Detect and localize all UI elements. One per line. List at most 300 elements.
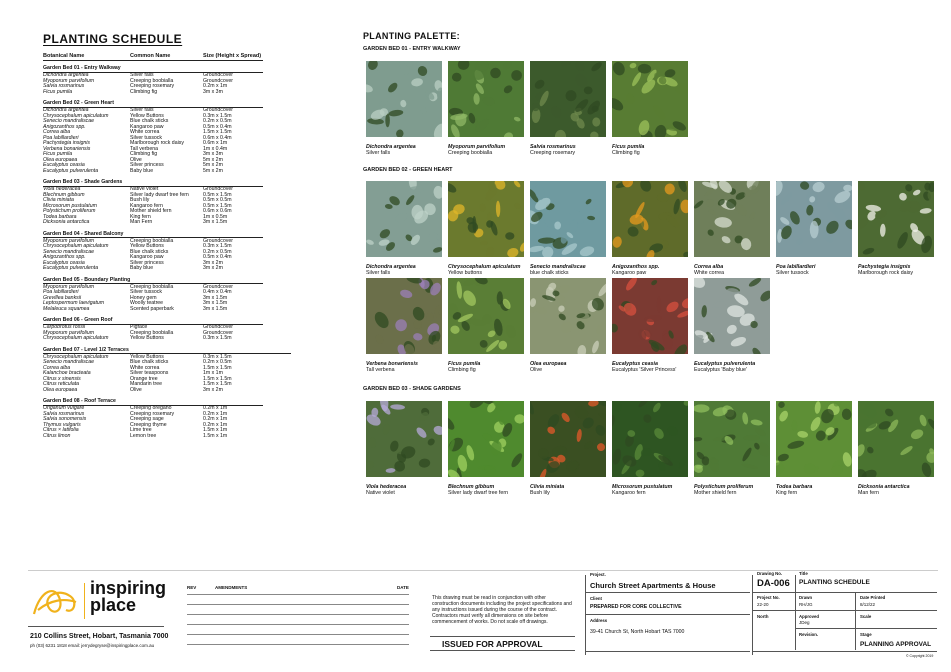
plant-photo: [366, 181, 442, 257]
botanical-name: Anigozanthos spp.: [43, 254, 86, 260]
common-name: White correa: [130, 129, 160, 135]
plant-size: 0.5m x 1.5m: [203, 202, 232, 209]
plant-size: 0.6m x 0.6m: [203, 208, 232, 214]
botanical-name: Citrus limon: [43, 432, 71, 439]
common-name: Blue chalk sticks: [130, 359, 169, 365]
palette-bed-title: GARDEN BED 02 - GREEN HEART: [363, 167, 453, 173]
address-label: Address: [590, 618, 608, 623]
common-name: Creeping boobialla: [130, 283, 174, 290]
logo-wordmark: [90, 580, 166, 614]
botanical-name: Poa labillardieri: [43, 289, 79, 295]
plant-photo: [448, 401, 524, 477]
common-name: Lemon tree: [130, 432, 157, 439]
date-printed-label: Date Printed: [860, 595, 886, 600]
plant-common-name: Kangaroo paw: [612, 270, 647, 276]
client-name: PREPARED FOR CORE COLLECTIVE: [590, 604, 682, 610]
plant-common-name: Man fern: [858, 490, 879, 496]
drawn-by: RH/JG: [799, 602, 813, 607]
common-name: Creeping rosemary: [130, 410, 175, 417]
plant-photo: [694, 401, 770, 477]
plant-common-name: Silver falls: [366, 270, 391, 276]
plant-size: 0.6m x 1m: [203, 140, 228, 146]
common-name: Silver teaspoons: [130, 370, 169, 376]
schedule-group: [43, 180, 293, 226]
botanical-name: Correa alba: [43, 364, 71, 371]
plant-size: 0.3m x 1.5m: [203, 353, 232, 360]
plant-common-name: Marlborough rock daisy: [858, 270, 914, 276]
botanical-name: Citrus reticulata: [43, 381, 80, 387]
plant-botanical-name: Verbena bonariensis: [366, 361, 418, 367]
schedule-group: [43, 101, 293, 174]
site-address: 39-41 Church St, North Hobart TAS 7000: [590, 629, 685, 635]
plant-common-name: Olive: [530, 367, 543, 373]
botanical-name: Salvia sonomensis: [43, 416, 87, 422]
common-name: Silver falls: [130, 72, 154, 78]
plant-botanical-name: Ficus pumila: [612, 144, 645, 150]
botanical-name: Eucalyptus pulverulenta: [43, 265, 99, 271]
schedule-group: [43, 66, 293, 95]
botanical-name: Polystichum proliferum: [43, 208, 96, 214]
botanical-name: Salvia rosmarinus: [43, 410, 85, 417]
date-label: DATE: [397, 585, 409, 590]
plant-photo: [366, 278, 442, 354]
plant-botanical-name: Todea barbara: [776, 484, 813, 490]
plant-tile: [448, 181, 524, 276]
north-label: North: [757, 614, 769, 619]
plant-size: 3m x 2m: [203, 265, 223, 271]
plant-photo: [612, 278, 688, 354]
schedule-group-title: Garden Bed 07 - Level 1/2 Terraces: [43, 348, 291, 355]
common-name: Blue chalk sticks: [130, 248, 169, 255]
plant-size: 3m x 2m: [203, 259, 223, 266]
botanical-name: Pachystegia insignis: [43, 140, 91, 146]
plant-photo: [530, 401, 606, 477]
plant-size: Groundcover: [203, 324, 233, 330]
schedule-body: [43, 66, 293, 445]
common-name: Marlborough rock daisy: [130, 140, 184, 146]
schedule-group-title: Garden Bed 03 - Shade Gardens: [43, 180, 263, 187]
botanical-name: Salvia rosmarinus: [43, 83, 85, 89]
common-name: Native violet: [130, 186, 159, 192]
plant-size: Groundcover: [203, 72, 233, 78]
botanical-name: Leptospermum laevigatum: [43, 300, 105, 306]
plant-tile: [858, 401, 934, 496]
schedule-group: [43, 318, 293, 342]
schedule-group-title: Garden Bed 05 - Boundary Planting: [43, 278, 263, 285]
plant-size: 3m x 3m: [203, 88, 223, 95]
botanical-name: Correa alba: [43, 129, 71, 135]
project-no-label: Project No.: [757, 595, 780, 600]
common-name: Creeping oregano: [130, 405, 172, 411]
plant-size: 0.5m x 1.5m: [203, 191, 232, 198]
botanical-name: Ficus pumila: [43, 88, 73, 95]
plant-botanical-name: Senecio mandraliscae: [530, 264, 586, 270]
schedule-row: [43, 266, 293, 272]
plant-size: 1.5m x 1.5m: [203, 364, 232, 371]
common-name: Creeping boobialla: [130, 77, 174, 84]
schedule-group: [43, 232, 293, 272]
schedule-row: [43, 434, 293, 440]
plant-photo: [776, 181, 852, 257]
common-name: Mother shield fern: [130, 208, 172, 214]
common-name: Silver princess: [130, 259, 164, 266]
plant-tile: [366, 278, 442, 373]
plant-tile: [612, 181, 688, 276]
plant-common-name: blue chalk sticks: [530, 270, 569, 276]
plant-photo: [448, 278, 524, 354]
common-name: Yellow Buttons: [130, 112, 164, 119]
plant-botanical-name: Polystichum proliferum: [694, 484, 754, 490]
plant-photo: [694, 181, 770, 257]
plant-tile: [366, 61, 442, 156]
botanical-name: Senecio mandraliscae: [43, 359, 95, 365]
plant-size: 0.5m x 0.4m: [203, 123, 232, 130]
plant-common-name: Creeping rosemary: [530, 150, 576, 156]
plant-common-name: White correa: [694, 270, 725, 276]
plant-common-name: Climbing fig: [612, 150, 640, 156]
title-label: Title: [799, 571, 808, 576]
plant-size: 5m x 2m: [203, 156, 223, 163]
common-name: Bush lily: [130, 197, 150, 203]
common-name: Creeping sage: [130, 416, 164, 422]
plant-photo: [612, 181, 688, 257]
botanical-name: Anigozanthos spp.: [43, 123, 86, 130]
common-name: Silver falls: [130, 107, 154, 113]
common-name: Olive: [130, 156, 142, 163]
plant-size: 0.2m x 0.5m: [203, 248, 232, 255]
plant-botanical-name: Clivia miniata: [530, 484, 565, 490]
common-name: Silver princess: [130, 162, 164, 168]
plant-photo: [612, 401, 688, 477]
botanical-name: Verbena bonariensis: [43, 145, 91, 152]
botanical-name: Senecio mandraliscae: [43, 118, 95, 124]
plant-common-name: Native violet: [366, 490, 395, 496]
plant-common-name: Climbing fig: [448, 367, 476, 373]
schedule-header: [43, 53, 263, 61]
plant-photo: [694, 278, 770, 354]
plant-photo: [612, 61, 688, 137]
plant-tile: [530, 61, 606, 156]
botanical-name: Senecio mandraliscae: [43, 248, 95, 255]
botanical-name: Myoporum parvifolium: [43, 329, 95, 336]
plant-tile: [612, 61, 688, 156]
col-size: Size (Height x Spread): [203, 53, 262, 59]
botanical-name: Myoporum parvifolium: [43, 283, 95, 290]
plant-size: 1.5m x 1.5m: [203, 129, 232, 135]
issued-status: ISSUED FOR APPROVAL: [442, 639, 543, 649]
common-name: Creeping boobialla: [130, 329, 174, 336]
plant-common-name: Silver lady dwarf tree fern: [448, 490, 509, 496]
botanical-name: Dichondra argentea: [43, 72, 89, 78]
schedule-row: [43, 307, 293, 313]
botanical-name: Melaleuca squamea: [43, 305, 90, 312]
botanical-name: Microsorum pustulatum: [43, 202, 97, 209]
botanical-name: Poa labillardieri: [43, 134, 79, 141]
common-name: Woolly teatree: [130, 300, 164, 306]
plant-size: 0.6m x 0.4m: [203, 134, 232, 141]
revision-label: Revision.: [799, 632, 819, 637]
plant-common-name: Yellow buttons: [448, 270, 482, 276]
schedule-group-title: Garden Bed 01 - Entry Walkway: [43, 66, 263, 73]
logo-mark-icon: [30, 580, 82, 620]
plant-size: Groundcover: [203, 283, 233, 290]
common-name: Kangaroo paw: [130, 123, 164, 130]
plant-botanical-name: Viola hederacea: [366, 484, 407, 490]
plant-common-name: Silver falls: [366, 150, 391, 156]
common-name: Baby blue: [130, 265, 154, 271]
drawing-title: PLANTING SCHEDULE: [799, 579, 870, 586]
project-name: Church Street Apartments & House: [590, 581, 716, 590]
approved-label: Approved: [799, 614, 820, 619]
schedule-group-title: Garden Bed 04 - Shared Balcony: [43, 232, 263, 239]
project-number: 22-20: [757, 602, 769, 607]
plant-common-name: Bush lily: [530, 490, 550, 496]
plant-photo: [530, 181, 606, 257]
schedule-title: PLANTING SCHEDULE: [43, 32, 183, 46]
plant-photo: [448, 61, 524, 137]
approved-by: JDeg: [799, 620, 810, 625]
botanical-name: Olea europaea: [43, 156, 78, 163]
botanical-name: Chrysocephalum apiculatum: [43, 243, 109, 249]
plant-common-name: Kangaroo fern: [612, 490, 646, 496]
common-name: Man Fern: [130, 219, 153, 225]
schedule-group: [43, 399, 293, 439]
common-name: Pigface: [130, 324, 148, 330]
plant-size: 0.2m x 1m: [203, 405, 228, 411]
schedule-group: [43, 278, 293, 313]
plant-tile: [530, 401, 606, 496]
drawing-number: DA-006: [757, 578, 790, 589]
plant-common-name: Mother shield fern: [694, 490, 737, 496]
schedule-row: [43, 220, 293, 226]
plant-botanical-name: Olea europaea: [530, 361, 567, 367]
common-name: Creeping rosemary: [130, 83, 175, 89]
common-name: Climbing fig: [130, 151, 158, 157]
schedule-row: [43, 388, 293, 394]
common-name: Silver lady dwarf tree fern: [130, 191, 189, 198]
plant-photo: [448, 181, 524, 257]
plant-size: Groundcover: [203, 329, 233, 336]
plant-botanical-name: Microsorum pustulatum: [612, 484, 673, 490]
plant-size: 3m x 1.5m: [203, 305, 228, 312]
plant-common-name: Tall verbena: [366, 367, 395, 373]
plant-common-name: Silver tussock: [776, 270, 809, 276]
logo-line-2: place: [90, 595, 137, 615]
botanical-name: Olea europaea: [43, 386, 78, 393]
plant-photo: [858, 401, 934, 477]
plant-size: 0.4m x 0.4m: [203, 289, 232, 295]
amendments-label: AMENDMENTS: [215, 585, 248, 590]
project-label: Project.: [590, 572, 606, 577]
plant-tile: [530, 278, 606, 373]
plant-size: Groundcover: [203, 107, 233, 113]
common-name: Baby blue: [130, 167, 154, 174]
common-name: Lime tree: [130, 427, 152, 433]
botanical-name: Eucalyptus ceasia: [43, 259, 85, 266]
plant-tile: [448, 401, 524, 496]
plant-size: 0.2m x 1m: [203, 421, 228, 428]
stage-value: PLANNING APPROVAL: [860, 641, 932, 648]
plant-size: 1.5m x 1m: [203, 432, 228, 439]
botanical-name: Eucalyptus ceasia: [43, 162, 85, 168]
plant-size: 3m x 3m: [203, 151, 223, 157]
botanical-name: Origanum vulgare: [43, 405, 85, 411]
scale-label: Scale: [860, 614, 872, 619]
plant-size: 0.2m x 1m: [203, 83, 228, 89]
common-name: White correa: [130, 364, 160, 371]
plant-tile: [776, 181, 852, 276]
date-printed: 8/12/22: [860, 602, 876, 607]
plant-size: 1.5m x 1.5m: [203, 375, 232, 382]
drawing-no-label: Drawing No.: [757, 571, 783, 576]
common-name: Yellow Buttons: [130, 335, 164, 341]
plant-botanical-name: Correa alba: [694, 264, 724, 270]
plant-tile: [366, 181, 442, 276]
botanical-name: Clivia miniata: [43, 197, 74, 203]
botanical-name: Blechnum gibbum: [43, 191, 85, 198]
plant-size: 0.5m x 0.4m: [203, 254, 232, 260]
plant-photo: [366, 401, 442, 477]
plant-size: 1.5m x 1.5m: [203, 381, 232, 387]
plant-size: 0.3m x 1.5m: [203, 243, 232, 249]
plant-size: 3m x 1.5m: [203, 300, 228, 306]
schedule-group: [43, 348, 293, 394]
common-name: Yellow Buttons: [130, 243, 164, 249]
plant-size: 0.3m x 1.5m: [203, 112, 232, 119]
plant-size: 0.2m x 0.5m: [203, 359, 232, 365]
plant-size: Groundcover: [203, 77, 233, 84]
plant-botanical-name: Dichondra argentea: [366, 144, 416, 150]
plant-tile: [448, 278, 524, 373]
plant-size: 0.2m x 0.5m: [203, 118, 232, 124]
plant-botanical-name: Eucalyptus ceasia: [612, 361, 658, 367]
plant-size: 0.2m x 1m: [203, 416, 228, 422]
plant-tile: [366, 401, 442, 496]
col-botanical: Botanical Name: [43, 53, 85, 59]
schedule-row: [43, 169, 293, 175]
stage-label: Stage: [860, 632, 872, 637]
plant-size: 1m x 0.5m: [203, 213, 228, 220]
plant-size: 0.2m x 1m: [203, 410, 228, 417]
plant-size: 1m x 0.4m: [203, 145, 228, 152]
botanical-name: Eucalyptus pulverulenta: [43, 167, 99, 174]
schedule-group-title: Garden Bed 06 - Green Roof: [43, 318, 263, 325]
botanical-name: Ficus pumila: [43, 151, 73, 157]
plant-common-name: Creeping boobialla: [448, 150, 493, 156]
plant-size: 1m x 1m: [203, 370, 223, 376]
plant-photo: [530, 278, 606, 354]
common-name: Kangaroo paw: [130, 254, 164, 260]
botanical-name: Citrus × latifolia: [43, 427, 79, 433]
plant-size: Groundcover: [203, 186, 233, 192]
plant-photo: [530, 61, 606, 137]
plant-common-name: Eucalyptus 'Silver Princess': [612, 367, 677, 373]
common-name: Scented paperbark: [130, 305, 174, 312]
rev-label: REV: [187, 585, 197, 590]
botanical-name: Chrysocephalum apiculatum: [43, 353, 109, 360]
botanical-name: Dichondra argentea: [43, 107, 89, 113]
botanical-name: Kalanchoe bracteata: [43, 370, 91, 376]
botanical-name: Citrus x sinensis: [43, 375, 81, 382]
plant-tile: [776, 401, 852, 496]
plant-size: 5m x 2m: [203, 167, 223, 174]
plant-tile: [448, 61, 524, 156]
plant-botanical-name: Anigozanthos spp.: [612, 264, 660, 270]
plant-photo: [776, 401, 852, 477]
common-name: Honey gem: [130, 294, 157, 301]
botanical-name: Grevillea banksii: [43, 294, 82, 301]
schedule-group-title: Garden Bed 02 - Green Heart: [43, 101, 263, 108]
plant-common-name: King fern: [776, 490, 798, 496]
client-label: Client: [590, 596, 602, 601]
plant-botanical-name: Pachystegia insignis: [858, 264, 911, 270]
plant-size: 0.5m x 0.5m: [203, 197, 232, 203]
plant-botanical-name: Dicksonia antarctica: [858, 484, 910, 490]
plant-size: 0.3m x 1.5m: [203, 335, 232, 341]
plant-common-name: Eucalyptus 'Baby blue': [694, 367, 747, 373]
common-name: Tall verbena: [130, 145, 158, 152]
plant-tile: [858, 181, 934, 276]
common-name: Blue chalk sticks: [130, 118, 169, 124]
botanical-name: Chrysocephalum apiculatum: [43, 112, 109, 119]
common-name: Orange tree: [130, 375, 158, 382]
common-name: Silver tussock: [130, 289, 162, 295]
office-address: 210 Collins Street, Hobart, Tasmania 7000: [30, 633, 169, 640]
plant-botanical-name: Eucalyptus pulverulenta: [694, 361, 756, 367]
common-name: Mandarin tree: [130, 381, 163, 387]
plant-size: 3m x 2m: [203, 386, 223, 393]
schedule-row: [43, 90, 293, 96]
logo-line-1: inspiring: [90, 578, 166, 598]
common-name: Creeping boobialla: [130, 237, 174, 244]
botanical-name: Myoporum parvifolium: [43, 77, 95, 84]
plant-tile: [530, 181, 606, 276]
office-contact: ph (03) 6231 1818 email: jerrydegryse@inspiringplace.com.au: [30, 643, 155, 648]
botanical-name: Myoporum parvifolium: [43, 237, 95, 244]
botanical-name: Carpobrotus rossii: [43, 324, 86, 330]
plant-tile: [694, 181, 770, 276]
plant-size: 3m x 1.5m: [203, 219, 228, 225]
plant-size: 3m x 1.5m: [203, 294, 228, 301]
copyright: © Copyright 2019: [906, 654, 934, 658]
plant-botanical-name: Salvia rosmarinus: [530, 144, 576, 150]
botanical-name: Dicksonia antarctica: [43, 219, 90, 225]
botanical-name: Thymus vulgaris: [43, 421, 81, 428]
botanical-name: Viola hederacea: [43, 186, 81, 192]
common-name: Kangaroo fern: [130, 202, 163, 209]
botanical-name: Todea barbara: [43, 213, 77, 220]
schedule-row: [43, 336, 293, 342]
common-name: King fern: [130, 213, 151, 220]
col-common: Common Name: [130, 53, 171, 59]
drawing-notice: This drawing must be read in conjunction with other construction documents including the project specifications and any instructions issued during the course of the contract. Contractors must verify all dimensions on site before commencement of works. Do not scale off drawings.: [432, 595, 572, 625]
plant-photo: [366, 61, 442, 137]
plant-size: 5m x 2m: [203, 162, 223, 168]
schedule-group-title: Garden Bed 08 - Roof Terrace: [43, 399, 263, 406]
common-name: Olive: [130, 386, 142, 393]
palette-title: PLANTING PALETTE:: [363, 31, 460, 41]
plant-photo: [858, 181, 934, 257]
palette-bed-title: GARDEN BED 01 - ENTRY WALKWAY: [363, 46, 461, 52]
plant-size: 1.5m x 1m: [203, 427, 228, 433]
plant-tile: [612, 401, 688, 496]
plant-size: Groundcover: [203, 237, 233, 244]
plant-tile: [694, 278, 770, 373]
plant-botanical-name: Myoporum parvifolium: [448, 144, 506, 150]
plant-tile: [612, 278, 688, 373]
drawn-label: Drawn: [799, 595, 813, 600]
common-name: Climbing fig: [130, 88, 158, 95]
